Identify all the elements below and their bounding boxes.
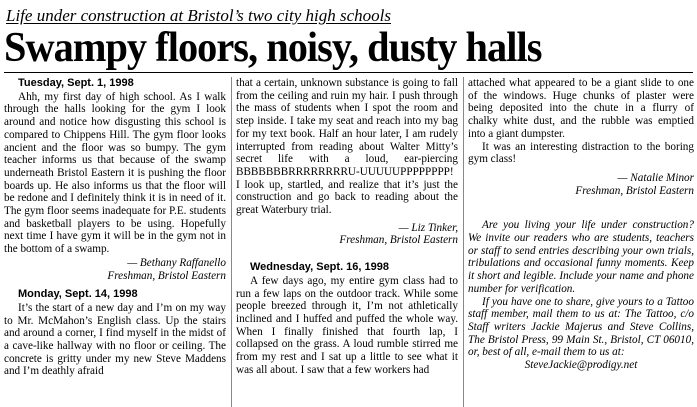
submission-instructions: If you have one to share, give yours to a Tattoo staff member, mail them to us at: The Tattoo, c/o Staff writers Jackie Majerus and Steve Collins, The Bristol Press, 99 Main St., Bristol, CT 06010, or, best of all, e-mail them to us at: bbox=[468, 295, 694, 359]
author-name: — Liz Tinker, bbox=[398, 221, 458, 234]
author-school: Freshman, Bristol Eastern bbox=[339, 234, 458, 247]
article-columns bbox=[4, 77, 693, 407]
entry-signature bbox=[468, 172, 694, 197]
spacer bbox=[468, 197, 694, 219]
entry-body-continued: that a certain, unknown substance is going to fall from the ceiling and ruin my hair. I push through the mass of students when I spot the room and step inside. I take my seat and reach into my bag for my text book. Half an hour later, I am rudely interrupted from reading about Walter Mitty’s secret life with a loud, ear-piercing BBBBBBBRRRRRRRRU-UUUUUPPPPPPPP! I look up, startled, and realize that it’s just the construction and go back to reading about the great Waterbury trial. bbox=[236, 77, 458, 217]
kicker: Life under construction at Bristol’s two city high schools bbox=[6, 6, 392, 25]
author-school: Freshman, Bristol Eastern bbox=[107, 269, 226, 282]
entry-signature bbox=[236, 222, 458, 247]
reader-invitation bbox=[468, 219, 694, 371]
column-2 bbox=[236, 77, 458, 376]
entry-body: It’s the start of a new day and I’m on my way to Mr. McMahon’s English class. Up the stairs and around a corner, I find myself in the midst of a cave-like hallway with no floor or ceiling. The concrete is gritty under my new Steve Maddens and I’m deathly afraid bbox=[4, 301, 226, 378]
author-name: — Bethany Raffanello bbox=[127, 256, 226, 269]
entry-signature bbox=[4, 257, 226, 282]
column-divider bbox=[231, 77, 232, 407]
author-name: — Natalie Minor bbox=[617, 171, 694, 184]
column-1 bbox=[4, 77, 226, 378]
contact-email: SteveJackie@prodigy.net bbox=[524, 359, 638, 372]
entry-body: It was an interesting distraction to the boring gym class! bbox=[468, 140, 694, 166]
author-school: Freshman, Bristol Eastern bbox=[575, 184, 694, 197]
headline: Swampy floors, noisy, dusty halls bbox=[4, 25, 542, 71]
entry-date: Wednesday, Sept. 16, 1998 bbox=[250, 261, 389, 274]
column-3 bbox=[468, 77, 694, 372]
entry-date: Tuesday, Sept. 1, 1998 bbox=[18, 77, 134, 89]
entry-body: Ahh, my first day of high school. As I walk through the halls looking for the gym I look around and notice how disgusting this school is compared to Chippens Hill. The gym floor looks ancient and the floor was so bumpy. The gym teacher informs us that because of the swamp underneath Bristol Eastern it is pushing the floor boards up. He also informs us that the floor will be redone and I definitely think it is in need of it. The gym floor seems inadequate for P.E. students and basketball players to be using. Hopefully next time I have gym it will be in the gym not in the bottom of a swamp. bbox=[4, 90, 226, 256]
column-divider bbox=[463, 77, 464, 407]
entry-body: A few days ago, my entire gym class had to run a few laps on the outdoor track. While some people breezed through it, I’m not athletically inclined and I huffed and puffed the whole way. When I finally finished that fourth lap, I collapsed on the grass. A loud rumble stirred me from my rest and I sat up a little to see what it was all about. I saw that a few workers had bbox=[236, 274, 458, 376]
headline-rule bbox=[4, 72, 693, 73]
entry-date: Monday, Sept. 14, 1998 bbox=[18, 288, 138, 301]
invitation-text: Are you living your life under construction? We invite our readers who are students, teachers or staff to send entries describing your own trials, tribulations and occasional funny moments. Keep it short and legible. Include your name and phone number for verification. bbox=[468, 219, 694, 295]
entry-body-continued: attached what appeared to be a giant slide to one of the windows. Huge chunks of plaster were being deposited into the chute in a flurry of chalky white dust, and the rubble was emptied into a giant dumpster. bbox=[468, 77, 694, 140]
